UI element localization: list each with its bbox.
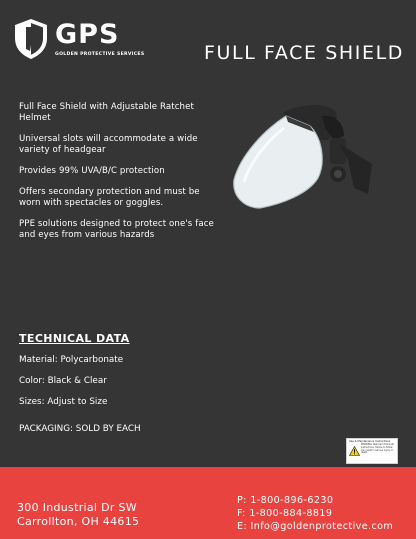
phone-number[interactable]: P: 1-800-896-6230 xyxy=(237,495,334,506)
brand-tagline: GOLDEN PROTECTIVE SERVICES xyxy=(55,52,145,57)
technical-heading: TECHNICAL DATA xyxy=(19,332,130,345)
shield-icon xyxy=(13,18,49,60)
address-line: Carrollton, OH 44615 xyxy=(17,515,140,528)
email-link[interactable]: E: Info@goldenprotective.com xyxy=(237,521,394,532)
contact-info xyxy=(237,494,393,533)
warning-label xyxy=(346,438,398,464)
address-line: 300 Industrial Dr SW xyxy=(17,501,137,514)
feature-list xyxy=(19,102,219,251)
fax-number: F: 1-800-884-8819 xyxy=(237,508,333,519)
feature-item: Full Face Shield with Adjustable Ratchet Helmet xyxy=(19,102,194,123)
technical-data xyxy=(19,332,269,445)
warning-triangle-icon xyxy=(349,446,360,456)
sizes-spec: Sizes: Adjust to Size xyxy=(19,397,108,407)
feature-item: Provides 99% UVA/B/C protection xyxy=(19,166,165,176)
feature-item: PPE solutions designed to protect one's face and eyes from various hazards xyxy=(19,219,214,240)
page-title: FULL FACE SHIELD xyxy=(204,42,404,64)
face-shield-image xyxy=(222,100,382,225)
address xyxy=(17,501,139,529)
material-spec: Material: Polycarbonate xyxy=(19,355,124,365)
brand-logo xyxy=(13,18,145,62)
feature-item: Universal slots will accommodate a wide variety of headgear xyxy=(19,134,198,155)
warning-text: WARNING: Read and follow all instructions. Failure to follow can result in serious injury or death. xyxy=(361,443,394,455)
color-spec: Color: Black & Clear xyxy=(19,376,107,386)
warning-title: Use & Maintenance Instructions xyxy=(349,440,391,443)
packaging-spec: PACKAGING: SOLD BY EACH xyxy=(19,424,141,434)
brand-name: GPS xyxy=(55,19,120,50)
feature-item: Offers secondary protection and must be worn with spectacles or goggles. xyxy=(19,187,200,208)
